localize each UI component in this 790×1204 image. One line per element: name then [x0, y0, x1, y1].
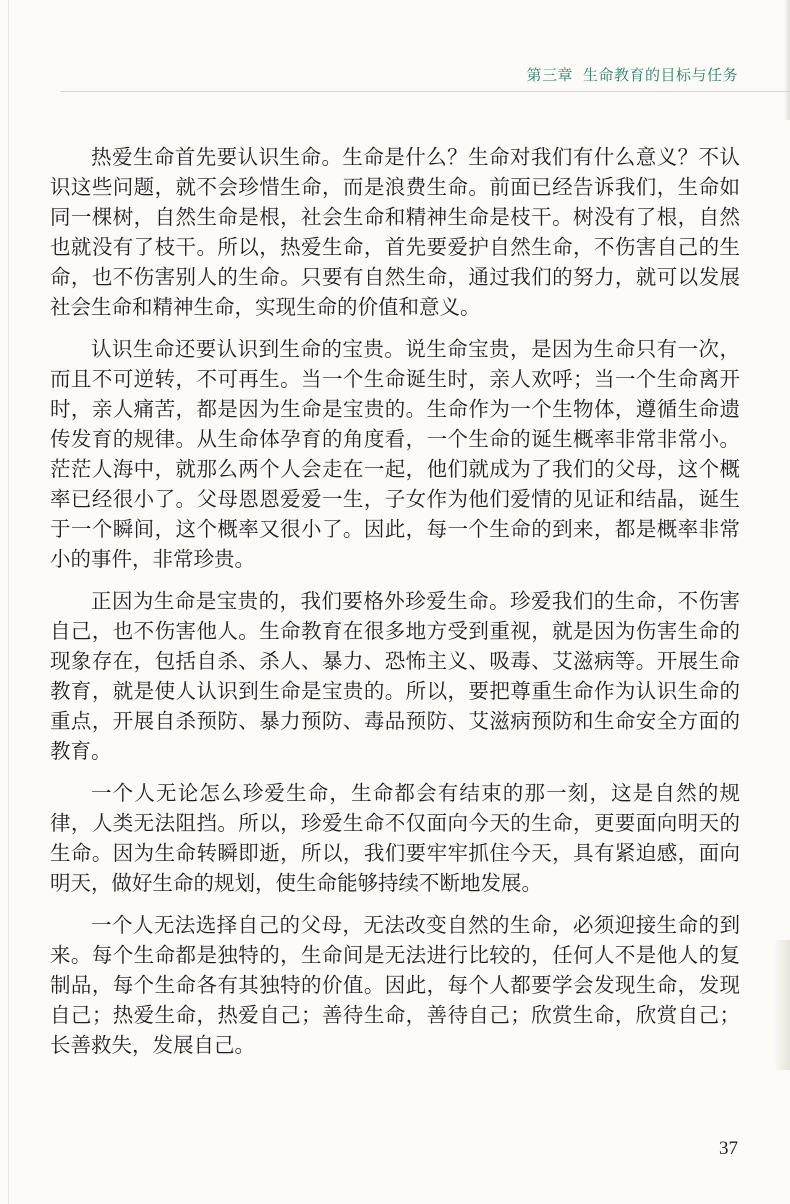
running-header: [526, 64, 738, 85]
page-edge-shadow-top: [784, 0, 790, 120]
page-number: 37: [719, 1138, 738, 1159]
chapter-title: 生命教育的目标与任务: [582, 66, 738, 84]
paragraph-4: 一个人无论怎么珍爱生命，生命都会有结束的那一刻，这是自然的规律，人类无法阻挡。所以，珍爱生命不仅面向今天的生命，更要面向明天的生命。因为生命转瞬即逝，所以，我们要牢牢抓住今天，具有紧迫感，面向明天，做好生命的规划，使生命能够持续不断地发展。: [50, 781, 740, 895]
body-text: [50, 142, 740, 1072]
paragraph-2: 认识生命还要认识到生命的宝贵。说生命宝贵，是因为生命只有一次，而且不可逆转，不可再生。当一个生命诞生时，亲人欢呼；当一个生命离开时，亲人痛苦，都是因为生命是宝贵的。生命作为一个生物体，遵循生命遗传发育的规律。从生命体孕育的角度看，一个生命的诞生概率非常非常小。茫茫人海中，就那么两个人会走在一起，他们就成为了我们的父母，这个概率已经很小了。父母恩恩爱爱一生，子女作为他们爱情的见证和结晶，诞生于一个瞬间，这个概率又很小了。因此，每一个生命的到来，都是概率非常小的事件，非常珍贵。: [50, 337, 740, 571]
chapter-label: 第三章: [526, 66, 573, 84]
paragraph-5: 一个人无法选择自己的父母，无法改变自然的生命，必须迎接生命的到来。每个生命都是独特的，生命间是无法进行比较的，任何人不是他人的复制品，每个生命各有其独特的价值。因此，每个人都要学会发现生命，发现自己；热爱生命，热爱自己；善待生命，善待自己；欣赏生命，欣赏自己；长善救失，发展自己。: [50, 913, 740, 1057]
page-edge-shadow: [774, 940, 790, 1070]
header-rule: [60, 91, 790, 92]
paragraph-1: 热爱生命首先要认识生命。生命是什么？生命对我们有什么意义？不认识这些问题，就不会珍惜生命，而是浪费生命。前面已经告诉我们，生命如同一棵树，自然生命是根，社会生命和精神生命是枝干。树没有了根，自然也就没有了枝干。所以，热爱生命，首先要爱护自然生命，不伤害自己的生命，也不伤害别人的生命。只要有自然生命，通过我们的努力，就可以发展社会生命和精神生命，实现生命的价值和意义。: [50, 145, 740, 319]
paragraph-3: 正因为生命是宝贵的，我们要格外珍爱生命。珍爱我们的生命，不伤害自己，也不伤害他人。生命教育在很多地方受到重视，就是因为伤害生命的现象存在，包括自杀、杀人、暴力、恐怖主义、吸毒、艾滋病等。开展生命教育，就是使人认识到生命是宝贵的。所以，要把尊重生命作为认识生命的重点，开展自杀预防、暴力预防、毒品预防、艾滋病预防和生命安全方面的教育。: [50, 589, 740, 763]
